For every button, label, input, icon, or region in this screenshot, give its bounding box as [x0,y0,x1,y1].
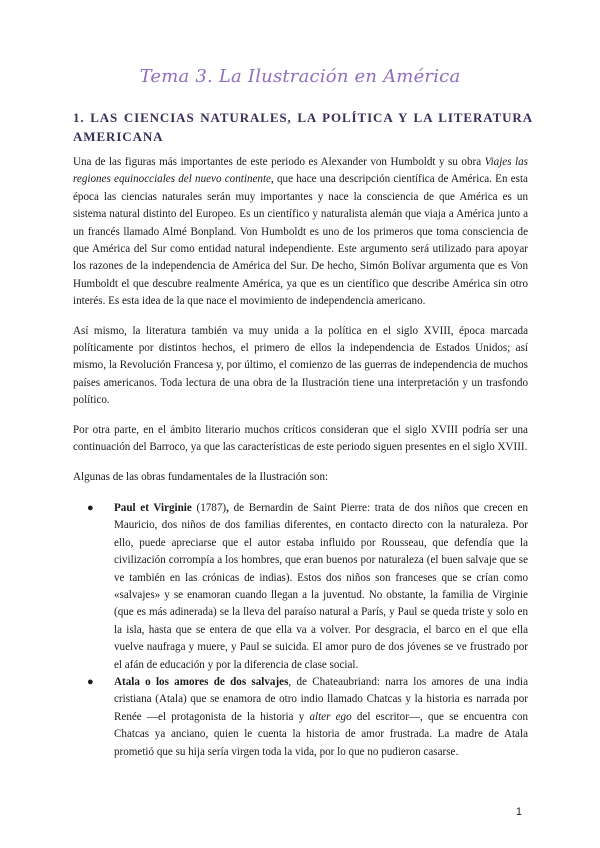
work-year: (1787) [191,501,227,514]
work-description-start: , de Chateaubriand: narra los amores de una india cristiana (Atala) que se enamora de otro indio llamado Chatcas y la historia es narrada por Renée —el protagonista de la historia y [114,675,529,723]
paragraph-politics: Así mismo, la literatura también va muy unida a la política en el siglo XVIII, época marcada políticamente por distintos hechos, el primero de ellos la independencia de Estados Unidos; así mismo, la Revolución Francesa y, por último, el comienzo de las guerras de independencia de muchos países americanos. Toda lectura de una obra de la Ilustración tiene una interpretación y un trasfondo político. [73,324,528,407]
work-description-end: del escritor—, que se encuentra con Chatcas ya anciano, quien le cuenta la historia de amor frustrada. La madre de Atala prometió que su hija sería virgen toda la vida, por lo que no pudieron casarse. [114,710,528,758]
paragraph-works-intro: Algunas de las obras fundamentales de la Ilustración son: [73,470,329,483]
document-body [73,154,528,761]
work-comma: , [226,501,229,514]
work-title: Atala o los amores de dos salvajes [114,675,289,688]
works-list [73,500,528,761]
work-description: de Bernardin de Saint Pierre: trata de dos niños que crecen en Mauricio, dos niños de dos familias diferentes, en contacto directo con la naturaleza. Por ello, puede apreciarse que el autor estaba influido por Rousseau, que defendía que la civilización corrompía a los hombres, que eran buenos por naturaleza (el buen salvaje que se ve también en las crónicas de indias). Estos dos niños son franceses que se crían como «salvajes» y se enamoran cuando llegan a la juventud. No obstante, la familia de Virginie (que es más adinerada) se la lleva del paraíso natural a París, y Paul se queda triste y solo en la isla, hasta que se entera de que ella va a volver. Por desgracia, el barco en el que ella vuelve naufraga y muere, y Paul se suicida. El amor puro de dos jóvenes se ve frustrado por el afán de educación y por la diferencia de clase social. [114,501,528,671]
humboldt-work-title: Viajes las regiones equinocciales del nuevo continente [73,156,528,186]
page-title: Tema 3. La Ilustración en América [139,66,461,87]
list-item [73,500,528,674]
bullet-icon: ● [87,675,94,688]
italic-term: alter ego [309,710,352,723]
work-title: Paul et Virginie [114,501,192,514]
section-heading: 1. LAS CIENCIAS NATURALES, LA POLÍTICA Y LA LITERATURA AMERICANA [73,110,533,144]
page-number: 1 [515,806,522,818]
paragraph-humboldt-start: Una de las figuras más importantes de este periodo es Alexander von Humboldt y su obra [73,156,485,168]
bullet-icon: ● [87,501,94,514]
paragraph-humboldt-rest: , que hace una descripción científica de América. En esta época las ciencias naturales serán muy importantes y nace la consciencia de que América es un sistema natural distinto del Europeo. Es un científico y naturalista alemán que viaja a América junto a un francés llamado Almé Bonpland. Von Humboldt es uno de los primeros que toma consciencia de que América del Sur como entidad natural independiente. Este argumento será utilizado para apoyar los razones de la independencia de América del Sur. De hecho, Simón Bolívar argumenta que es Von Humboldt el que descubre realmente América, ya que es un científico que describe América sin otro interés. Es esta idea de la que nace el movimiento de independencia americano. [73,173,528,308]
paragraph-baroque: Por otra parte, en el ámbito literario muchos críticos consideran que el siglo XVIII podría ser una continuación del Barroco, ya que las características de este periodo siguen presentes en el siglo XVIII. [73,423,528,454]
list-item [73,674,528,761]
paragraph-humboldt [73,154,528,311]
